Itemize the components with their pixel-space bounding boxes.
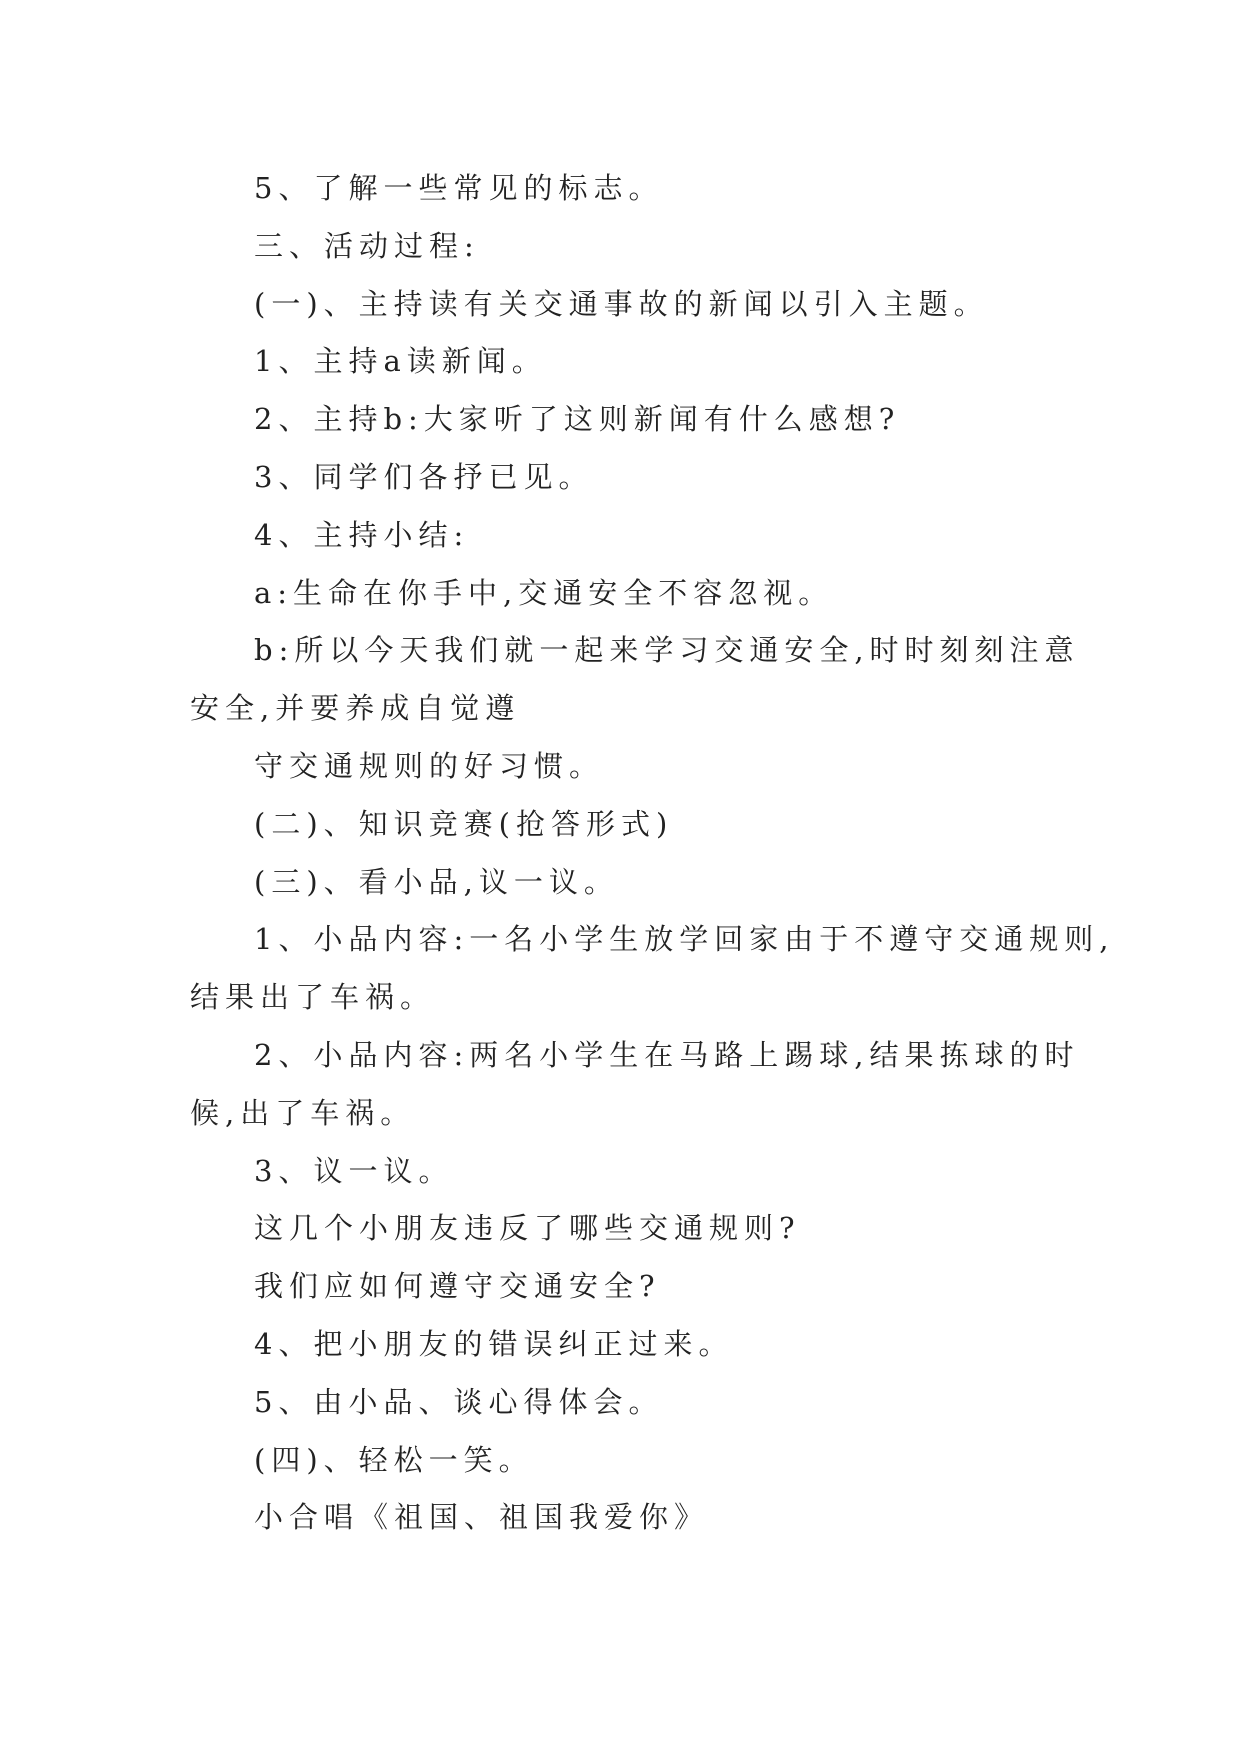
paragraph-line: 小合唱《祖国、祖国我爱你》 — [254, 1500, 710, 1535]
paragraph-line: 1、主持a读新闻。 — [254, 344, 547, 379]
paragraph-line: a:生命在你手中,交通安全不容忽视。 — [254, 575, 834, 610]
paragraph-line: 5、了解一些常见的标志。 — [254, 171, 664, 205]
paragraph-line: 3、同学们各抒已见。 — [254, 459, 594, 494]
subsection-heading: (四)、轻松一笑。 — [254, 1442, 534, 1477]
paragraph-line: 1、小品内容:一名小学生放学回家由于不遵守交通规则, — [254, 922, 1115, 957]
paragraph-line: b:所以今天我们就一起来学习交通安全,时时刻刻注意 — [254, 633, 1080, 668]
paragraph-line: 守交通规则的好习惯。 — [254, 748, 605, 783]
subsection-heading: (三)、看小品,议一议。 — [254, 864, 619, 899]
paragraph-line: 3、议一议。 — [254, 1153, 454, 1188]
paragraph-line: 4、主持小结: — [254, 517, 470, 552]
paragraph-line: 5、由小品、谈心得体会。 — [254, 1384, 664, 1419]
paragraph-line: 我们应如何遵守交通安全? — [254, 1269, 661, 1304]
paragraph-line-continuation: 结果出了车祸。 — [190, 980, 436, 1015]
paragraph-line: 2、小品内容:两名小学生在马路上踢球,结果拣球的时 — [254, 1037, 1080, 1072]
document-body — [190, 160, 1115, 1547]
paragraph-line-continuation: 候,出了车祸。 — [190, 1095, 416, 1130]
paragraph-line: 4、把小朋友的错误纠正过来。 — [254, 1326, 734, 1361]
paragraph-line: 2、主持b:大家听了这则新闻有什么感想? — [254, 402, 901, 437]
paragraph-line: 这几个小朋友违反了哪些交通规则? — [254, 1211, 801, 1246]
subsection-heading: (二)、知识竞赛(抢答形式) — [254, 806, 674, 841]
subsection-heading: (一)、主持读有关交通事故的新闻以引入主题。 — [254, 286, 989, 321]
section-heading: 三、活动过程: — [254, 228, 480, 263]
paragraph-line-continuation: 安全,并要养成自觉遵 — [190, 691, 521, 726]
